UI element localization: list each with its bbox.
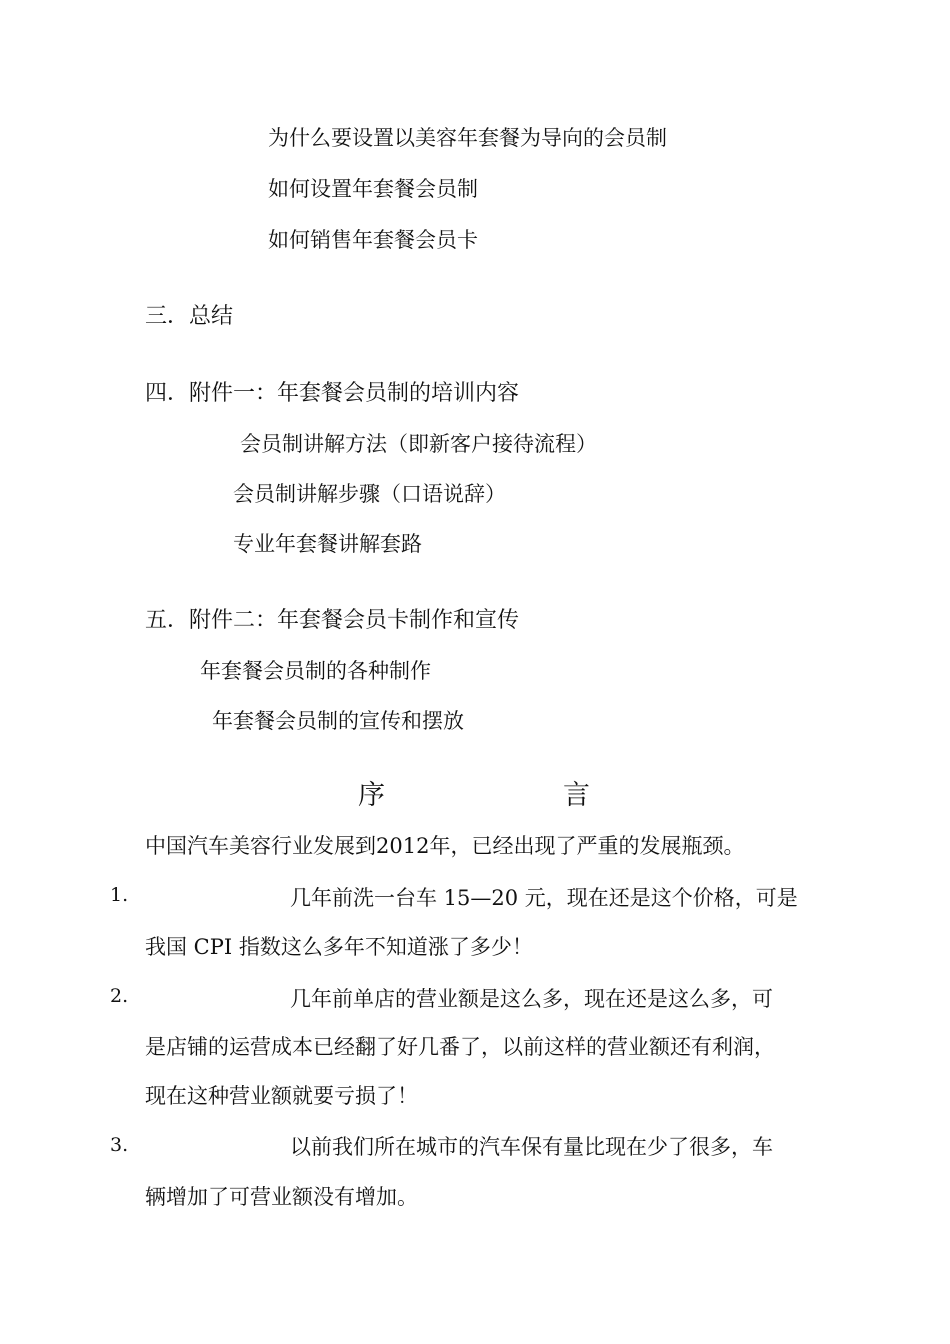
section-heading: 四．附件一：年套餐会员制的培训内容 [145, 381, 520, 406]
outline-item: 如何设置年套餐会员制 [268, 177, 478, 201]
outline-item: 为什么要设置以美容年套餐为导向的会员制 [268, 126, 667, 150]
list-item-text: 几年前单店的营业额是这么多，现在还是这么多，可 [290, 987, 773, 1011]
list-number: 3. [110, 1134, 129, 1156]
list-item-text: 几年前洗一台车 15—20 元，现在还是这个价格，可是 [290, 886, 798, 910]
outline-item: 会员制讲解步骤（口语说辞） [233, 482, 506, 506]
outline-item: 年套餐会员制的宣传和摆放 [212, 709, 464, 733]
list-item-text: 是店铺的运营成本已经翻了好几番了，以前这样的营业额还有利润， [145, 1035, 775, 1059]
outline-item: 会员制讲解方法（即新客户接待流程） [240, 432, 597, 456]
section-heading: 五．附件二：年套餐会员卡制作和宣传 [145, 608, 520, 633]
preface-title-left: 序 [358, 780, 385, 811]
outline-item: 如何销售年套餐会员卡 [268, 228, 478, 252]
list-item-text: 现在这种营业额就要亏损了！ [145, 1084, 418, 1108]
section-heading: 三．总结 [145, 304, 234, 329]
list-number: 2. [110, 985, 129, 1007]
preface-intro: 中国汽车美容行业发展到2012年，已经出现了严重的发展瓶颈。 [145, 834, 745, 858]
outline-item: 专业年套餐讲解套路 [233, 532, 422, 556]
list-number: 1. [110, 884, 129, 906]
preface-title-right: 言 [563, 780, 590, 811]
list-item-text: 以前我们所在城市的汽车保有量比现在少了很多，车 [290, 1135, 773, 1159]
list-item-text: 我国 CPI 指数这么多年不知道涨了多少！ [145, 935, 533, 959]
outline-item: 年套餐会员制的各种制作 [200, 659, 431, 683]
list-item-text: 辆增加了可营业额没有增加。 [145, 1185, 418, 1209]
